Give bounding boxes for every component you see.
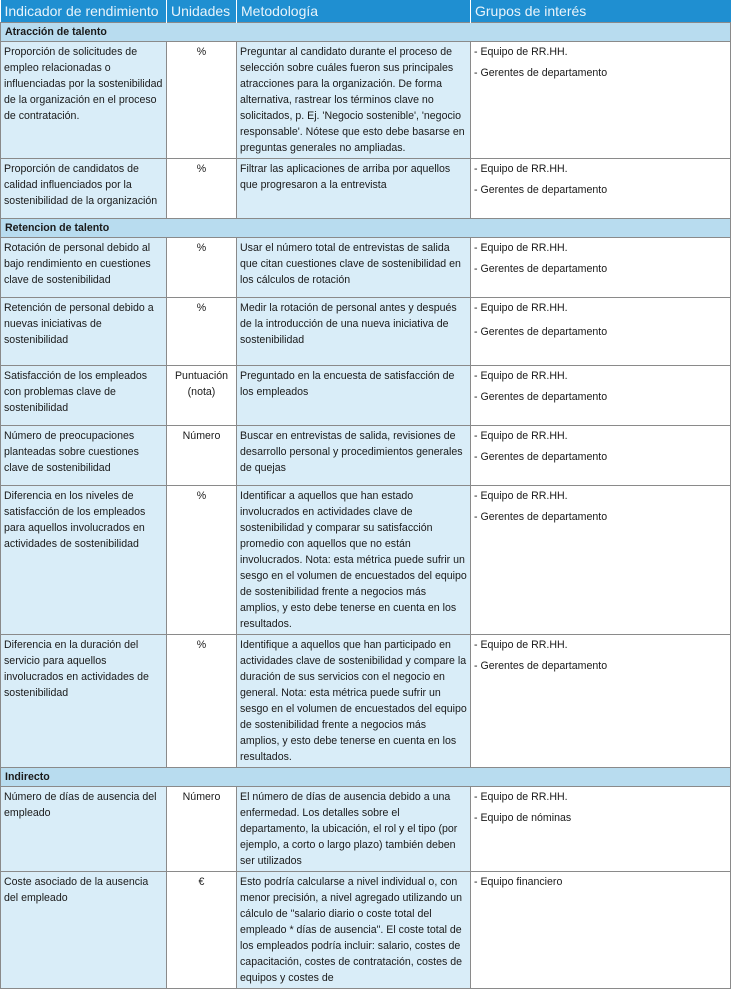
table-header-row	[1, 0, 731, 23]
section-title: Atracción de talento	[1, 23, 731, 42]
indicator-cell	[1, 159, 167, 219]
methodology-cell: Identificar a aquellos que han estado involucrados en actividades clave de sostenibilidad y comparar su satisfacción promedio con aquellos que no están involucrados. Nota: esta métrica puede sufrir un sesgo en el volumen de encuestados del equipo de sostenibilidad frente a negocios más amplios, y esto debe tenerse en cuenta en los resultados.	[237, 486, 471, 635]
table-row	[1, 366, 731, 426]
table-row	[1, 787, 731, 872]
methodology-cell: Esto podría calcularse a nivel individual o, con menor precisión, a nivel agregado utilizando un cálculo de "salario diario o coste total del empleado * días de ausencia". El coste total de los empleados podría incluir: salario, costes de capacitación, costes de contratación, costes de equipos y costes de	[237, 872, 471, 989]
groups-cell	[471, 486, 731, 635]
unit-cell: %	[167, 238, 237, 298]
group-item: - Equipo de RR.HH.	[474, 490, 568, 502]
methodology-cell: Usar el número total de entrevistas de salida que citan cuestiones clave de sostenibilidad en los cálculos de rotación	[237, 238, 471, 298]
section-header-talent-retention	[1, 219, 731, 238]
group-item: - Equipo de RR.HH.	[474, 639, 568, 651]
indicator-cell: Retención de personal debido a nuevas iniciativas de sostenibilidad	[1, 298, 167, 366]
group-item: - Gerentes de departamento	[474, 326, 608, 338]
unit-cell: %	[167, 486, 237, 635]
indicator-cell: Diferencia en los niveles de satisfacción de los empleados para aquellos involucrados en actividades de sostenibilidad	[1, 486, 167, 635]
unit-cell: Número	[167, 787, 237, 872]
header-groups: Grupos de interés	[471, 0, 731, 23]
group-item: - Gerentes de departamento	[474, 184, 608, 196]
methodology-cell: Buscar en entrevistas de salida, revisiones de desarrollo personal y procedimientos generales de quejas	[237, 426, 471, 486]
group-item: - Equipo de RR.HH.	[474, 242, 568, 254]
indicator-cell: Proporción de solicitudes de empleo relacionadas o influenciadas por la sostenibilidad de la organización en el proceso de contratación.	[1, 42, 167, 159]
table-row	[1, 635, 731, 768]
unit-cell: Puntuación (nota)	[167, 366, 237, 426]
group-item: - Equipo de RR.HH.	[474, 46, 568, 58]
indicator-cell: Número de días de ausencia del empleado	[1, 787, 167, 872]
section-header-talent-attraction	[1, 23, 731, 42]
groups-cell	[471, 872, 731, 989]
table-row	[1, 298, 731, 366]
group-item: - Gerentes de departamento	[474, 391, 608, 403]
groups-cell	[471, 787, 731, 872]
methodology-cell: Preguntado en la encuesta de satisfacción de los empleados	[237, 366, 471, 426]
indicator-cell: Número de preocupaciones planteadas sobre cuestiones clave de sostenibilidad	[1, 426, 167, 486]
methodology-cell: Identifique a aquellos que han participado en actividades clave de sostenibilidad y compare la duración de sus servicios con el negocio en general. Nota: esta métrica puede sufrir un sesgo en el volumen de encuestados del equipo de sostenibilidad frente a negocios más amplios, y esto debe tenerse en cuenta en los resultados.	[237, 635, 471, 768]
methodology-cell: Filtrar las aplicaciones de arriba por aquellos que progresaron a la entrevista	[237, 159, 471, 219]
group-item: - Gerentes de departamento	[474, 263, 608, 275]
group-item: - Equipo de RR.HH.	[474, 430, 568, 442]
groups-cell	[471, 426, 731, 486]
table-body	[1, 23, 731, 989]
groups-cell	[471, 635, 731, 768]
table-row	[1, 872, 731, 989]
section-title: Retencion de talento	[1, 219, 731, 238]
header-units: Unidades	[167, 0, 237, 23]
groups-cell	[471, 298, 731, 366]
indicator-cell: Satisfacción de los empleados con problemas clave de sostenibilidad	[1, 366, 167, 426]
group-item: - Equipo financiero	[474, 876, 563, 888]
indicator-cell: Coste asociado de la ausencia del empleado	[1, 872, 167, 989]
indicator-cell: Rotación de personal debido al bajo rendimiento en cuestiones clave de sostenibilidad	[1, 238, 167, 298]
section-header-indirect	[1, 768, 731, 787]
table-row	[1, 159, 731, 219]
group-item: - Equipo de RR.HH.	[474, 791, 568, 803]
unit-cell: %	[167, 635, 237, 768]
unit-cell: €	[167, 872, 237, 989]
group-item: - Equipo de RR.HH.	[474, 302, 568, 314]
unit-cell: %	[167, 42, 237, 159]
methodology-cell: Preguntar al candidato durante el proceso de selección sobre cuáles fueron sus principales atracciones para la organización. De forma alternativa, rastrear los términos clave no solicitados, p. Ej. 'Negocio sostenible', 'negocio responsable'. Nótese que esto debe basarse en preguntas generales no ampliadas.	[237, 42, 471, 159]
groups-cell	[471, 238, 731, 298]
header-indicator: Indicador de rendimiento	[1, 0, 167, 23]
group-item: - Gerentes de departamento	[474, 67, 608, 79]
group-item: - Equipo de RR.HH.	[474, 163, 568, 175]
unit-cell: %	[167, 159, 237, 219]
group-item: - Gerentes de departamento	[474, 511, 608, 523]
table-row	[1, 486, 731, 635]
group-item: - Gerentes de departamento	[474, 451, 608, 463]
groups-cell	[471, 366, 731, 426]
group-item: - Equipo de nóminas	[474, 812, 572, 824]
table-row	[1, 42, 731, 159]
indicator-text: Proporción de candidatos de calidad influenciados por la sostenibilidad de la organización	[4, 163, 158, 207]
groups-cell	[471, 42, 731, 159]
methodology-cell: El número de días de ausencia debido a una enfermedad. Los detalles sobre el departamento, la ubicación, el rol y el tipo (por ejemplo, a corto o largo plazo) también deben ser utilizados	[237, 787, 471, 872]
table-row	[1, 426, 731, 486]
unit-cell: %	[167, 298, 237, 366]
indicator-cell: Diferencia en la duración del servicio para aquellos involucrados en actividades de sostenibilidad	[1, 635, 167, 768]
methodology-cell: Medir la rotación de personal antes y después de la introducción de una nueva iniciativa de sostenibilidad	[237, 298, 471, 366]
unit-cell: Número	[167, 426, 237, 486]
section-title: Indirecto	[1, 768, 731, 787]
table-row	[1, 238, 731, 298]
groups-cell	[471, 159, 731, 219]
group-item: - Gerentes de departamento	[474, 660, 608, 672]
group-item: - Equipo de RR.HH.	[474, 370, 568, 382]
header-methodology: Metodología	[237, 0, 471, 23]
